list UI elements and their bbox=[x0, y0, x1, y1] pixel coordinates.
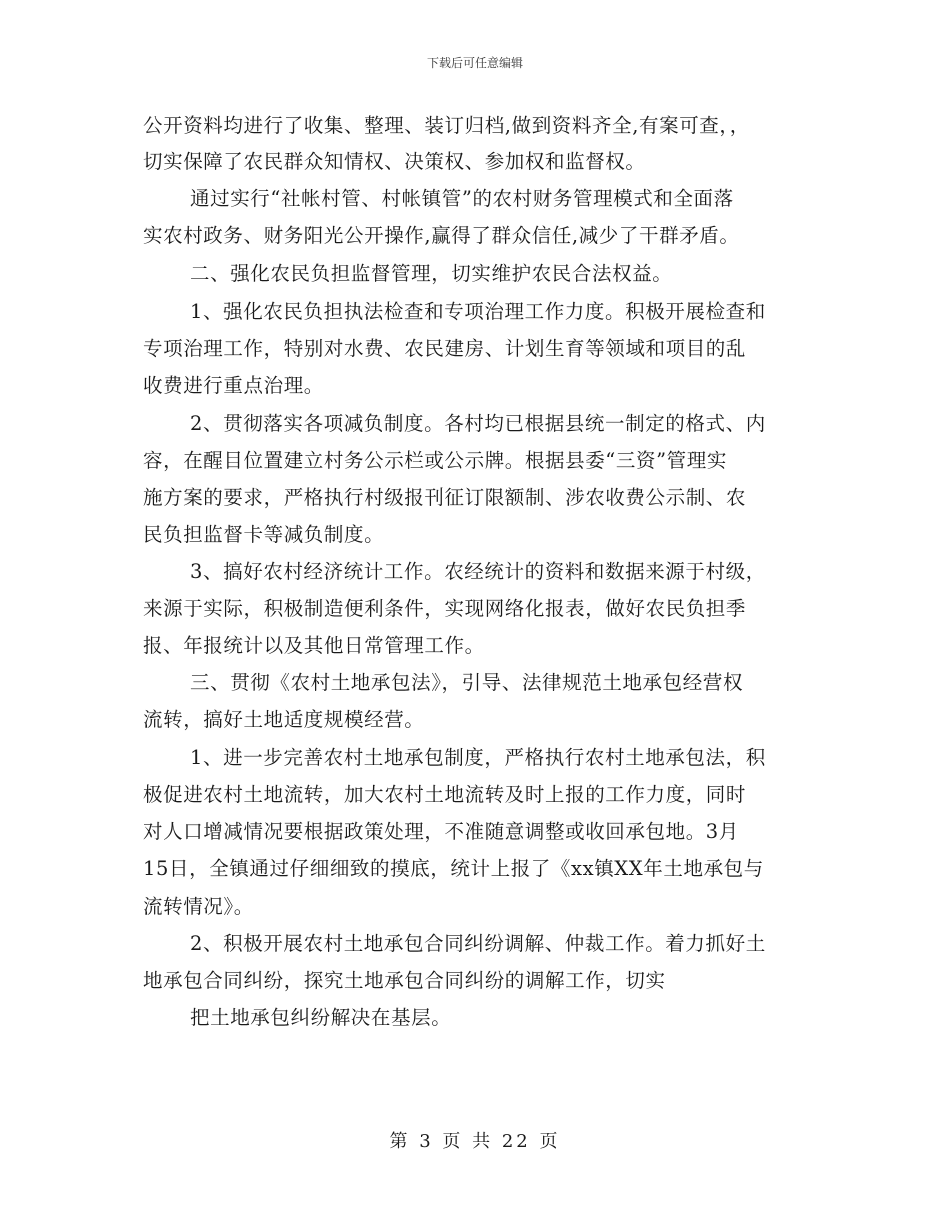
text-line: 切实保障了农民群众知情权、决策权、参加权和监督权。 bbox=[143, 150, 646, 173]
text-line: 2、贯彻落实各项减负制度。各村均已根据县统一制定的格式、内 bbox=[190, 412, 766, 435]
text-line: 地承包合同纠纷，探究土地承包合同纠纷的调解工作，切实 bbox=[143, 969, 666, 992]
page-number: 第 3 页 共 22 页 bbox=[389, 1131, 561, 1152]
page-header: 下载后可任意编辑 bbox=[426, 56, 523, 70]
text-line: 民负担监督卡等减负制度。 bbox=[143, 523, 385, 546]
text-line: 报、年报统计以及其他日常管理工作。 bbox=[143, 634, 485, 657]
text-line: 公开资料均进行了收集、整理、装订归档,做到资料齐全,有案可查，， bbox=[143, 114, 750, 137]
text-line: 施方案的要求，严格执行村级报刊征订限额制、涉农收费公示制、农 bbox=[143, 486, 747, 509]
text-line: 二、强化农民负担监督管理，切实维护农民合法权益。 bbox=[190, 262, 673, 285]
text-line: 1、进一步完善农村土地承包制度，严格执行农村土地承包法，积 bbox=[190, 746, 766, 769]
text-line: 专项治理工作，特别对水费、农民建房、计划生育等领域和项目的乱 bbox=[143, 337, 747, 360]
text-line: 3、搞好农村经济统计工作。农经统计的资料和数据来源于村级， bbox=[190, 560, 766, 583]
text-line: 来源于实际，积极制造便利条件，实现网络化报表，做好农民负担季 bbox=[143, 597, 747, 620]
text-line: 容，在醒目位置建立村务公示栏或公示牌。根据县委“三资”管理实 bbox=[143, 449, 727, 472]
text-line: 15日，全镇通过仔细细致的摸底，统计上报了《xx镇XX年土地承包与 bbox=[143, 857, 764, 880]
text-line: 极促进农村土地流转，加大农村土地流转及时上报的工作力度，同时 bbox=[143, 783, 747, 806]
text-line: 通过实行“社帐村管、村帐镇管”的农村财务管理模式和全面落 bbox=[190, 187, 734, 210]
text-line: 对人口增减情况要根据政策处理，不准随意调整或收回承包地。3月 bbox=[143, 820, 739, 843]
text-line: 三、贯彻《农村土地承包法》，引导、法律规范土地承包经营权 bbox=[190, 671, 744, 694]
text-line: 1、强化农民负担执法检查和专项治理工作力度。积极开展检查和 bbox=[190, 300, 766, 323]
text-line: 把土地承包纠纷解决在基层。 bbox=[190, 1006, 452, 1029]
text-line: 流转情况》。 bbox=[143, 895, 254, 918]
text-line: 2、积极开展农村土地承包合同纠纷调解、仲裁工作。着力抓好土 bbox=[190, 932, 766, 955]
text-line: 实农村政务、财务阳光公开操作,赢得了群众信任,减少了干群矛盾。 bbox=[143, 224, 740, 247]
text-line: 收费进行重点治理。 bbox=[143, 374, 324, 397]
text-line: 流转，搞好土地适度规模经营。 bbox=[143, 708, 425, 731]
